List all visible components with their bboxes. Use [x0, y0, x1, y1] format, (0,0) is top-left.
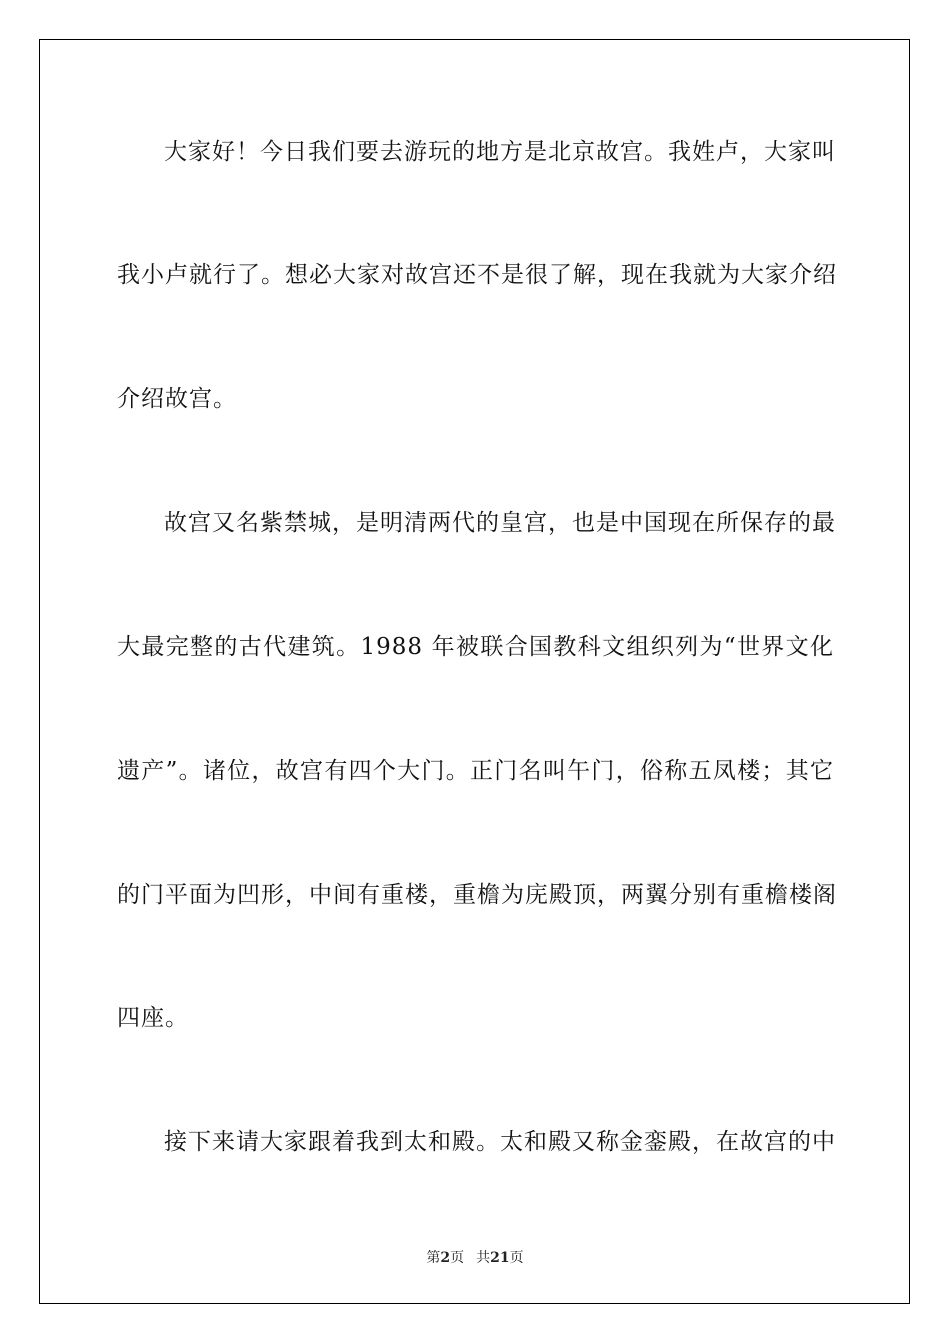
paragraph-3-line-1: 接下来请大家跟着我到太和殿。太和殿又称金銮殿，在故宫的中 — [164, 1129, 836, 1155]
paragraph-2-line-3: 遗产”。诸位，故宫有四个大门。正门名叫午门，俗称五凤楼；其它 — [117, 758, 834, 784]
page-number-current: 2 — [440, 1250, 451, 1266]
paragraph-2-line-5: 四座。 — [117, 1005, 189, 1031]
paragraph-2-line-1: 故宫又名紫禁城，是明清两代的皇宫，也是中国现在所保存的最 — [164, 510, 836, 536]
paragraph-2-line-4: 的门平面为凹形，中间有重楼，重檐为庑殿顶，两翼分别有重檐楼阁 — [117, 882, 837, 908]
paragraph-1-line-2: 我小卢就行了。想必大家对故宫还不是很了解，现在我就为大家介绍 — [117, 262, 837, 288]
page-suffix: 页 — [450, 1250, 465, 1266]
page-number-total: 21 — [490, 1250, 510, 1266]
page-footer — [0, 1247, 950, 1267]
page-prefix: 第 — [426, 1250, 441, 1266]
paragraph-2-line-2: 大最完整的古代建筑。1988 年被联合国教科文组织列为“世界文化 — [117, 634, 834, 660]
total-suffix: 页 — [509, 1250, 524, 1266]
paragraph-1-line-3: 介绍故宫。 — [117, 386, 237, 412]
page-border — [39, 39, 910, 1304]
paragraph-1-line-1: 大家好！今日我们要去游玩的地方是北京故宫。我姓卢，大家叫 — [164, 139, 836, 165]
total-prefix: 共 — [476, 1250, 491, 1266]
